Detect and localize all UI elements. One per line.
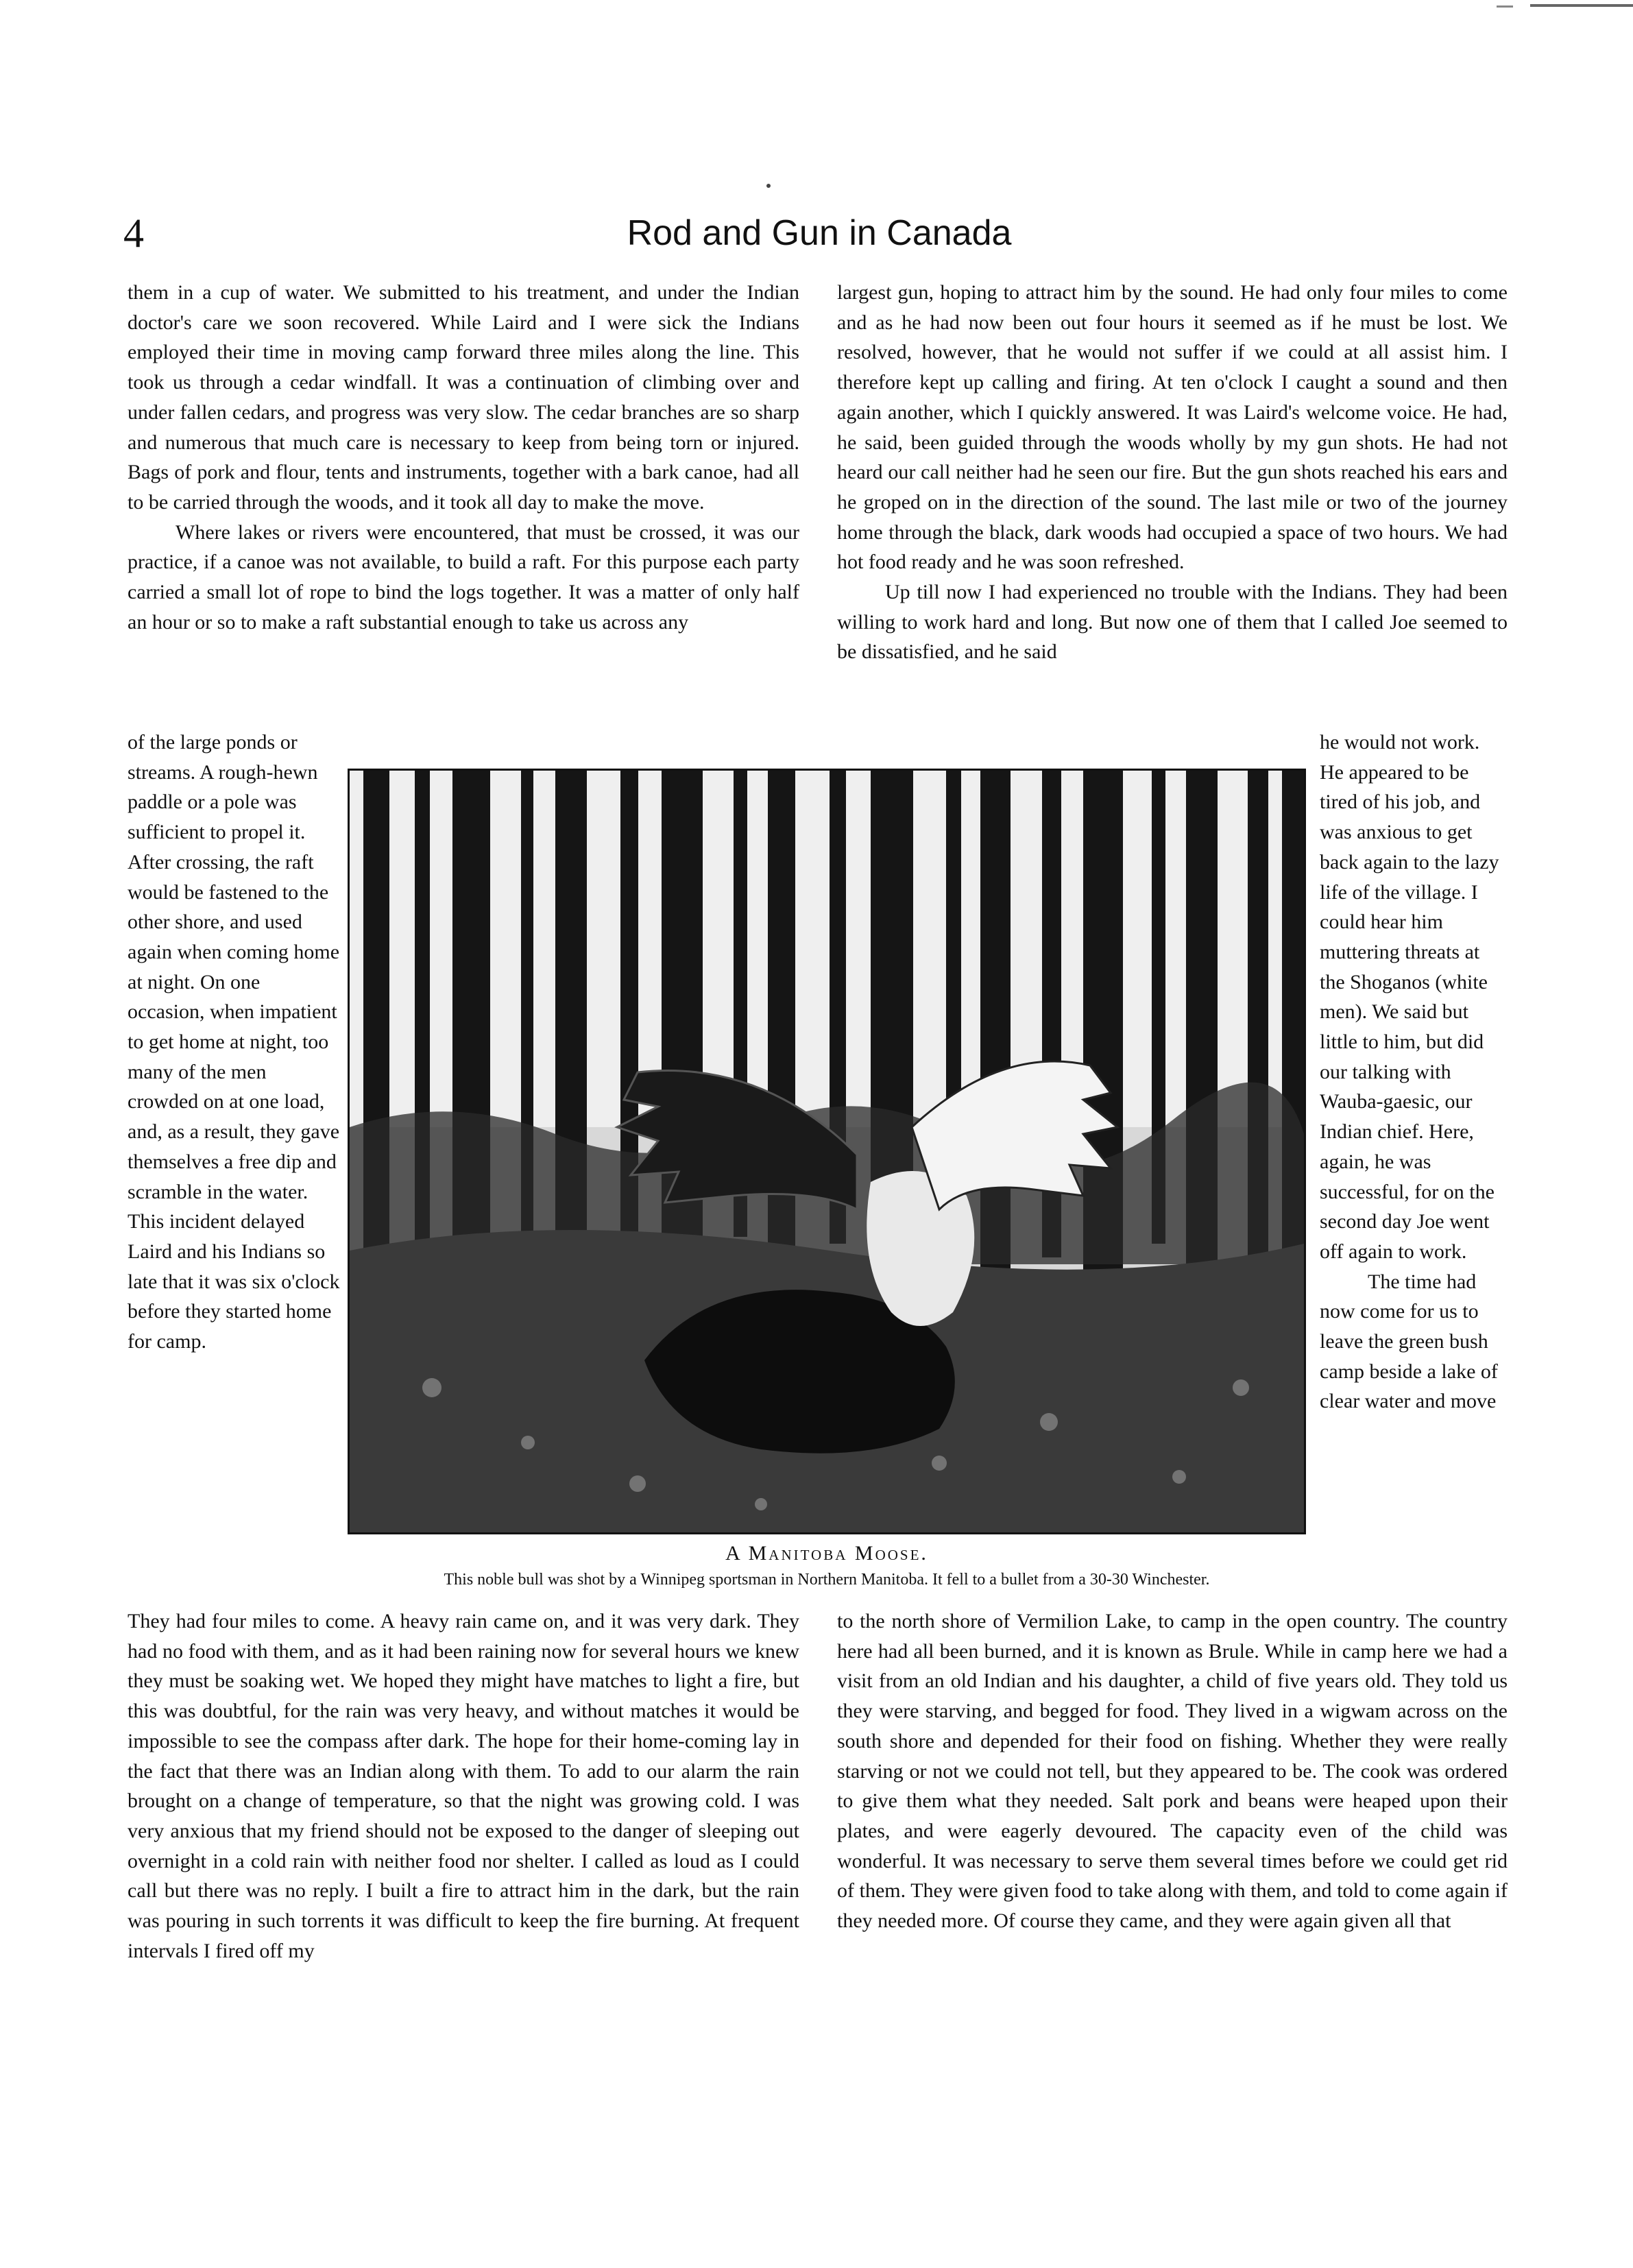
page-number: 4: [123, 210, 144, 256]
left-column-top: [128, 278, 799, 727]
paragraph: largest gun, hoping to attract him by the sound. He had only four miles to come and as he had now been out four hours it seemed as if he must be lost. We resolved, however, that he would not suffer if we could at all assist him. I therefore kept up calling and firing. At ten o'clock I caught a sound and then again another, which I quickly answered. It was Laird's welcome voice. He had, he said, been guided through the woods wholly by my gun shots. He had not heard our call neither had he seen our fire. But the gun shots reached his ears and he groped on in the direction of the sound. The last mile or two of the journey home through the black, dark woods had occupied a space of two hours. We had hot food ready and he was soon refreshed.: [837, 281, 1508, 574]
paragraph: Up till now I had experienced no trouble with the Indians. They had been willing to work hard and long. But now one of them that I called Joe seemed to be dissatisfied, and he said: [837, 581, 1508, 664]
left-column-wrap: [128, 727, 341, 1606]
right-column-top: [837, 278, 1508, 727]
moose-photo-image: [350, 771, 1304, 1532]
right-column-wrap: [1320, 727, 1508, 1606]
moose-photo: [348, 769, 1306, 1534]
paragraph: Where lakes or rivers were encountered, that must be crossed, it was our practice, if a canoe was not available, to build a raft. For this purpose each party carried a small lot of rope to bind the logs together. It was a matter of only half an hour or so to make a raft substantial enough to take us across any: [128, 520, 799, 634]
paragraph: he would not work. He appeared to be tired of his job, and was anxious to get back again to the lazy life of the village. I could hear him muttering threats at the Shoganos (white men). We said but little to him, but did our talking with Wauba-gaesic, our Indian chief. Here, again, he was successful, for on the second day Joe went off again to work.: [1320, 731, 1499, 1263]
running-title: Rod and Gun in Canada: [627, 213, 1012, 253]
paragraph: them in a cup of water. We submitted to his treatment, and under the Indian doctor's care we soon recovered. While Laird and I were sick the Indians employed their time in moving camp forward three miles along the line. This took us through a cedar windfall. It was a continuation of climbing over and under fallen cedars, and progress was very slow. The cedar branches are so sharp and numerous that much care is necessary to keep from being torn or injured. Bags of pork and flour, tents and instruments, together with a bark canoe, had all to be carried through the woods, and it took all day to make the move.: [128, 281, 799, 514]
top-edge-mark: [1497, 5, 1513, 8]
figure-caption-body: This noble bull was shot by a Winnipeg sportsman in Northern Manitoba. It fell to a bullet from a 30-30 Winchester.: [444, 1571, 1210, 1589]
paragraph: of the large ponds or streams. A rough-hewn paddle or a pole was sufficient to propel it. After crossing, the raft would be fastened to the other shore, and used again when coming home at night. On one occasion, when impatient to get home at night, too many of the men crowded on at one load, and, as a result, they gave themselves a free dip and scramble in the water. This incident delayed Laird and his Indians so late that it was six o'clock before they started home for camp.: [128, 731, 340, 1353]
paragraph: They had four miles to come. A heavy rain came on, and it was very dark. They had no food with them, and as it had been raining now for several hours we knew they must be soaking wet. We hoped they might have matches to light a fire, but this was doubtful, for the rain was very heavy, and without matches it would be impossible to see the compass after dark. The hope for their home-coming lay in the fact that there was an Indian along with them. To add to our alarm the rain brought on a change of temperature, so that the night was growing cold. I was very anxious that my friend should not be exposed to the danger of sleeping out overnight in a cold rain with neither food nor shelter. I called as loud as I could call but there was no reply. I built a fire to attract him in the dark, but the rain was pouring in such torrents it was difficult to keep the fire burning. At frequent intervals I fired off my: [128, 1610, 799, 1962]
right-column-bottom: [837, 1606, 1508, 2086]
paragraph: The time had now come for us to leave the green bush camp beside a lake of clear water and move: [1320, 1270, 1498, 1413]
paragraph: to the north shore of Vermilion Lake, to camp in the open country. The country here had all been burned, and it is known as Brule. While in camp here we had a visit from an old Indian and his daughter, a child of five years old. They told us they were starving, and begged for food. They lived in a wigwam across on the south shore and depended for their food on fishing. Whether they were really starving or not we could not tell, but they appeared to be. The cook was ordered to give them what they needed. Salt pork and beans were heaped upon their plates, and were eagerly devoured. The capacity even of the child was wonderful. It was necessary to serve them several times before we could get rid of them. They were given food to take along with them, and told to come again if they needed more. Of course they came, and they were again given all that: [837, 1610, 1508, 1933]
top-edge-rule: [1530, 4, 1633, 7]
page-header: [123, 206, 1515, 267]
figure-caption-title: A Manitoba Moose.: [725, 1542, 928, 1565]
left-column-bottom: [128, 1606, 799, 2086]
ink-dot: [766, 184, 771, 188]
